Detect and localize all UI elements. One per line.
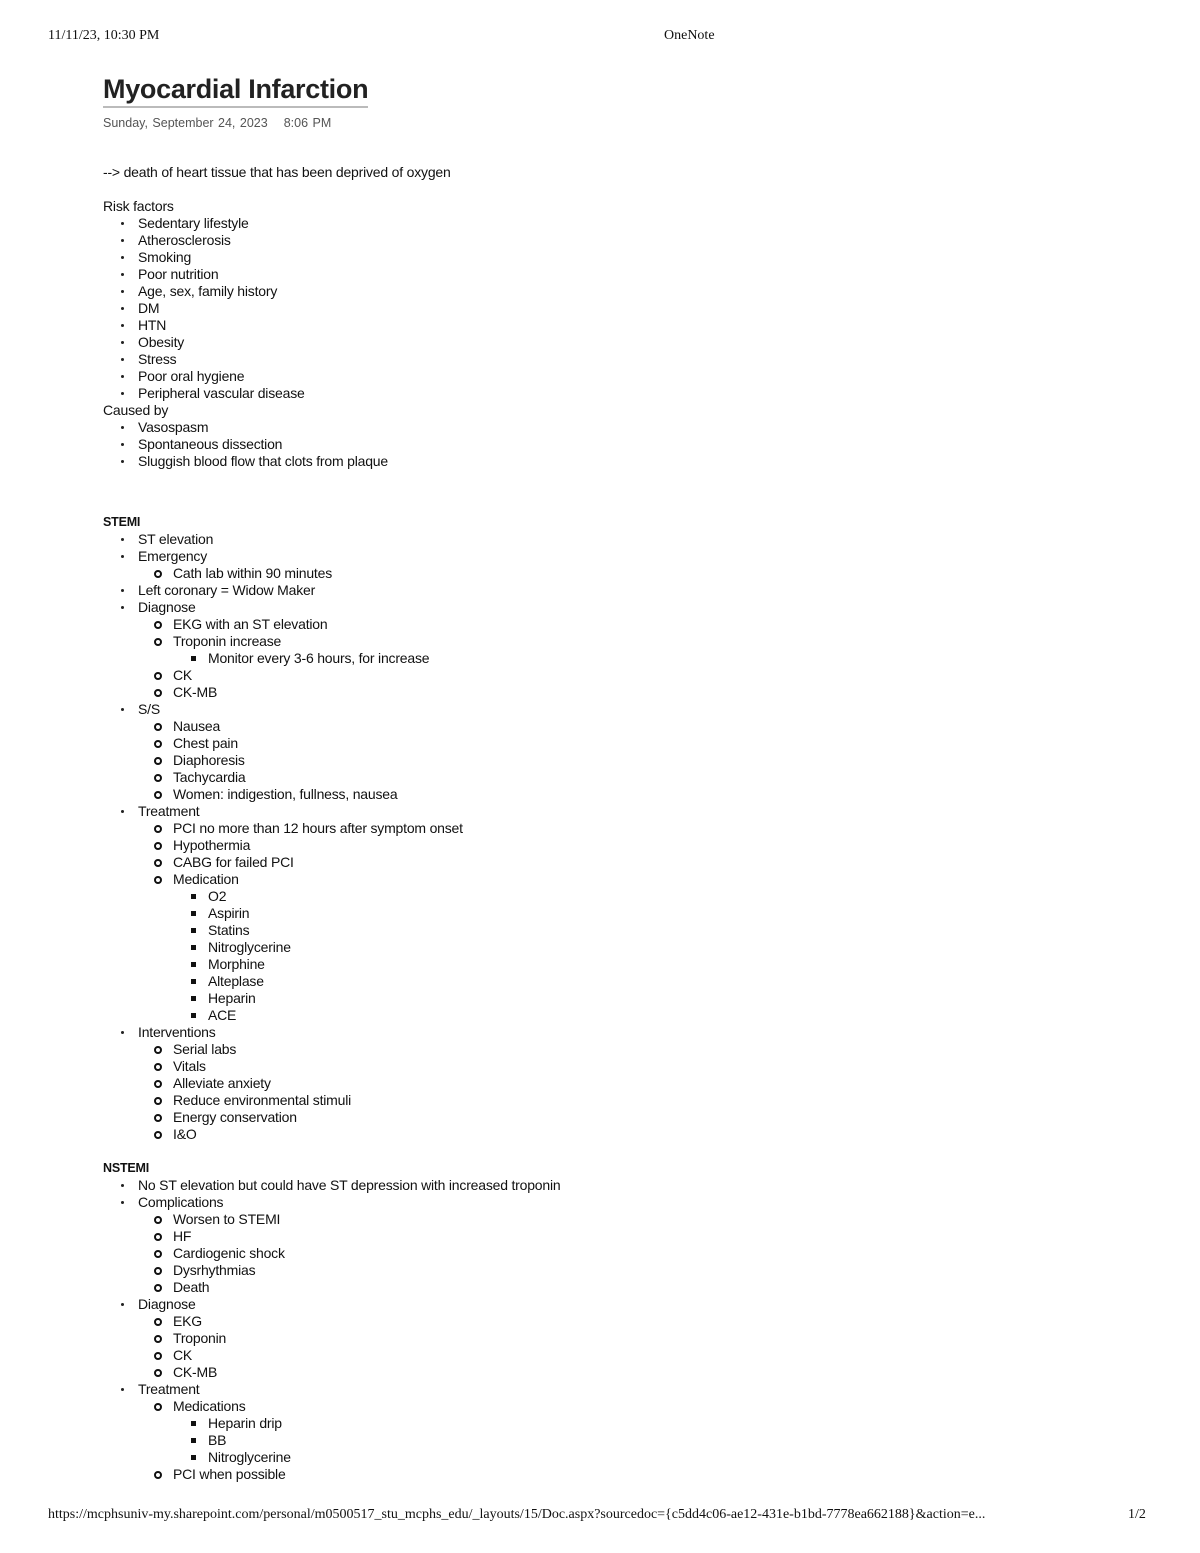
risk-factors-label: Risk factors	[103, 198, 174, 214]
list-item: Poor nutrition	[103, 266, 1103, 283]
list-item: Poor oral hygiene	[103, 368, 1103, 385]
list-item: Peripheral vascular disease	[103, 385, 1103, 402]
list-item: Emergency	[138, 548, 208, 564]
caused-by-label: Caused by	[103, 402, 169, 418]
note-content	[103, 164, 1103, 1483]
list-item: Complications	[138, 1194, 224, 1210]
list-item: Medication	[173, 871, 239, 887]
list-item: Cath lab within 90 minutes	[138, 565, 1103, 582]
stemi-heading: STEMI	[103, 515, 141, 529]
note-page	[103, 74, 1103, 1483]
list-item: Troponin increase	[173, 633, 282, 649]
list-item: EKG	[138, 1313, 1103, 1330]
list-item: ST elevation	[138, 531, 214, 547]
list-item: PCI when possible	[138, 1466, 1103, 1483]
list-item: Stress	[103, 351, 1103, 368]
list-item: Alteplase	[173, 973, 1103, 990]
nstemi-heading: NSTEMI	[103, 1161, 150, 1175]
list-item: DM	[103, 300, 1103, 317]
list-item: Interventions	[138, 1024, 216, 1040]
list-item: Atherosclerosis	[103, 232, 1103, 249]
list-item: ACE	[173, 1007, 1103, 1024]
list-item: Left coronary = Widow Maker	[138, 582, 316, 598]
intro-text: --> death of heart tissue that has been deprived of oxygen	[103, 164, 451, 180]
list-item: Smoking	[103, 249, 1103, 266]
list-item: Sluggish blood flow that clots from plaque	[103, 453, 1103, 470]
list-item: Heparin	[173, 990, 1103, 1007]
list-item: Alleviate anxiety	[138, 1075, 1103, 1092]
list-item: Treatment	[138, 1381, 200, 1397]
list-item: Troponin	[138, 1330, 1103, 1347]
list-item: HTN	[103, 317, 1103, 334]
print-app-name: OneNote	[664, 28, 715, 43]
page-time: 8:06 PM	[283, 116, 332, 130]
caused-by-list	[103, 419, 1103, 470]
list-item: Dysrhythmias	[138, 1262, 1103, 1279]
print-datetime: 11/11/23, 10:30 PM	[48, 28, 160, 43]
list-item: S/S	[138, 701, 160, 717]
list-item: HF	[138, 1228, 1103, 1245]
list-item: Heparin drip	[173, 1415, 1103, 1432]
list-item: CK-MB	[138, 1364, 1103, 1381]
list-item: Women: indigestion, fullness, nausea	[138, 786, 1103, 803]
list-item: Hypothermia	[138, 837, 1103, 854]
list-item: Diagnose	[138, 1296, 196, 1312]
list-item: Serial labs	[138, 1041, 1103, 1058]
list-item: Treatment	[138, 803, 200, 819]
list-item: Worsen to STEMI	[138, 1211, 1103, 1228]
list-item: Vitals	[138, 1058, 1103, 1075]
list-item: I&O	[138, 1126, 1103, 1143]
list-item: No ST elevation but could have ST depression with increased troponin	[138, 1177, 561, 1193]
list-item: Nitroglycerine	[173, 1449, 1103, 1466]
risk-factors-list	[103, 215, 1103, 402]
list-item: Aspirin	[173, 905, 1103, 922]
list-item: Diaphoresis	[138, 752, 1103, 769]
list-item: PCI no more than 12 hours after symptom onset	[138, 820, 1103, 837]
list-item: Statins	[173, 922, 1103, 939]
list-item: Chest pain	[138, 735, 1103, 752]
list-item: Reduce environmental stimuli	[138, 1092, 1103, 1109]
list-item: Energy conservation	[138, 1109, 1103, 1126]
list-item: Nausea	[138, 718, 1103, 735]
stemi-list	[103, 531, 1103, 1143]
nstemi-list	[103, 1177, 1103, 1483]
list-item: Nitroglycerine	[173, 939, 1103, 956]
list-item: Age, sex, family history	[103, 283, 1103, 300]
list-item: Death	[138, 1279, 1103, 1296]
list-item: Obesity	[103, 334, 1103, 351]
list-item: BB	[173, 1432, 1103, 1449]
list-item: Diagnose	[138, 599, 196, 615]
list-item: Spontaneous dissection	[103, 436, 1103, 453]
list-item: O2	[173, 888, 1103, 905]
list-item: Vasospasm	[103, 419, 1103, 436]
list-item: Morphine	[173, 956, 1103, 973]
list-item: EKG with an ST elevation	[138, 616, 1103, 633]
page-title: Myocardial Infarction	[103, 74, 368, 108]
list-item: Monitor every 3-6 hours, for increase	[173, 650, 1103, 667]
list-item: CK	[138, 667, 1103, 684]
list-item: CK	[138, 1347, 1103, 1364]
page-date: Sunday, September 24, 2023	[103, 116, 268, 130]
list-item: Sedentary lifestyle	[103, 215, 1103, 232]
list-item: Cardiogenic shock	[138, 1245, 1103, 1262]
list-item: Medications	[173, 1398, 246, 1414]
print-url: https://mcphsuniv-my.sharepoint.com/personal/m0500517_stu_mcphs_edu/_layouts/15/Doc.aspx?sourcedoc={c5dd4c06-ae12-431e-b1bd-7778ea662188}&action=e...	[48, 1507, 986, 1522]
list-item: Tachycardia	[138, 769, 1103, 786]
page-datetime	[103, 116, 1103, 130]
list-item: CK-MB	[138, 684, 1103, 701]
print-page-number: 1/2	[1128, 1507, 1146, 1522]
list-item: CABG for failed PCI	[138, 854, 1103, 871]
